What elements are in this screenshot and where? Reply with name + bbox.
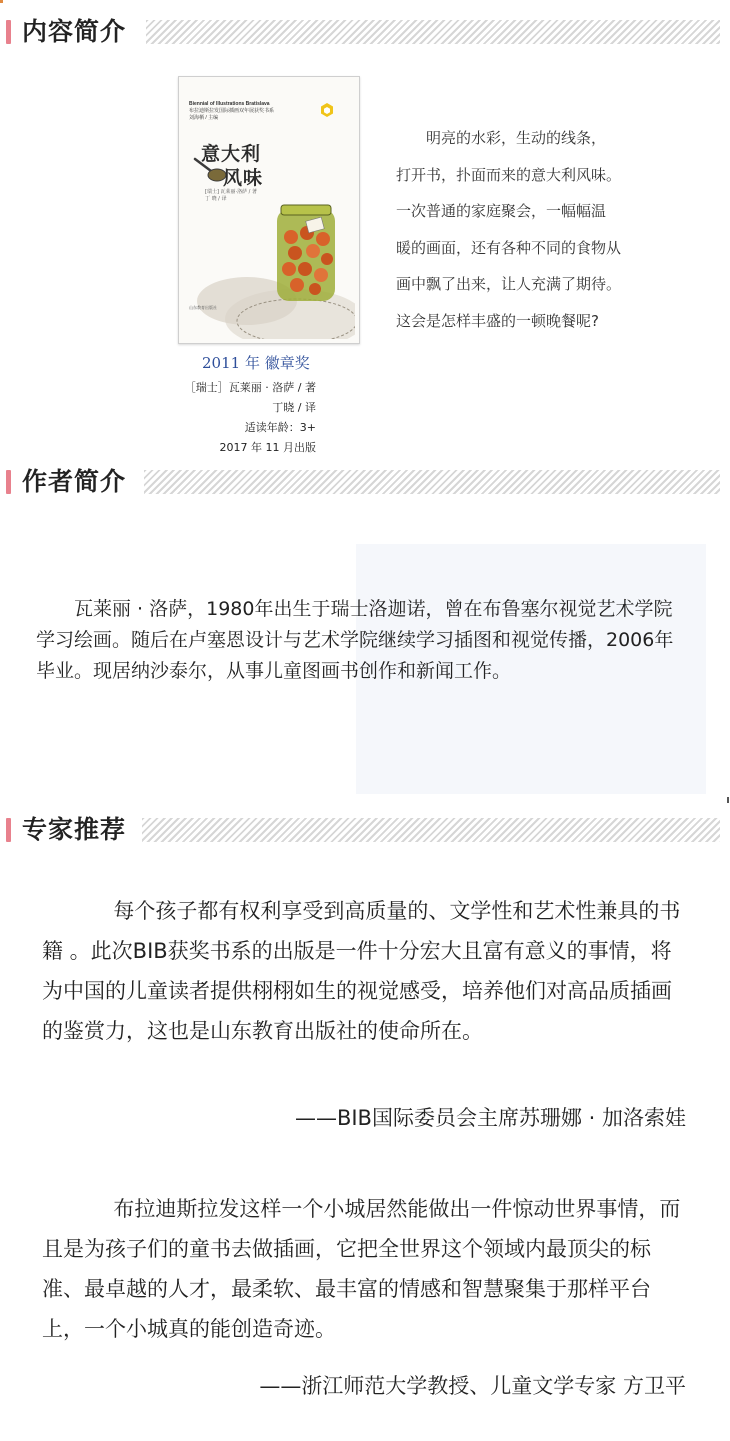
corner-mark (0, 0, 3, 3)
quote-source: ——BIB国际委员会主席苏珊娜 · 加洛索娃 (294, 1106, 686, 1130)
section-header-intro (0, 14, 730, 50)
book-author: ［瑞士］瓦莱丽 · 洛萨 / 著 (184, 381, 316, 394)
cover-title-line1: 意大利 (201, 143, 262, 165)
hatch-divider (146, 20, 720, 44)
book-age: 适读年龄：3+ (244, 421, 316, 434)
cover-title-line2: 风味 (223, 167, 264, 189)
intro-line: 暖的画面，还有各种不同的食物从 (396, 238, 622, 257)
author-bio: 瓦莱丽 · 洛萨，1980年出生于瑞士洛迦诺，曾在布鲁塞尔视觉艺术学院学习绘画。随后在卢塞恩设计与艺术学院继续学习插图和视觉传播，2006年毕业。现居纳沙泰尔，从事儿童图画书创作和新闻工作。 (36, 598, 674, 682)
cover-publisher: 山东教育出版社 (189, 305, 217, 310)
intro-line: 画中飘了出来，让人充满了期待。 (396, 275, 622, 293)
intro-line: 打开书，扑面而来的意大利风味。 (396, 165, 622, 184)
accent-bar (6, 20, 11, 44)
expert-quote: 布拉迪斯拉发这样一个小城居然能做出一件惊动世界事情，而且是为孩子们的童书去做插画，它把全世界这个领域内最顶尖的标准、最卓越的人才，最柔软、最丰富的情感和智慧聚集于那样平台上，一个小城真的能创造奇迹。 (42, 1197, 681, 1341)
intro-line: 这会是怎样丰盛的一顿晚餐呢? (396, 311, 599, 330)
accent-bar (6, 470, 11, 494)
section-title: 作者简介 (22, 467, 127, 496)
intro-text (396, 120, 666, 339)
edge-mark (727, 797, 729, 803)
book-meta (180, 378, 316, 458)
section-header-author (0, 464, 730, 500)
section-header-expert (0, 812, 730, 848)
intro-line: 明亮的水彩，生动的线条， (396, 129, 607, 147)
pickle-jar-illustration (187, 189, 355, 339)
bib-logo-icon (321, 103, 333, 117)
cover-series-text: Biennial of Illustrations Bratislava 布拉迪斯拉发国际插画双年展获奖书系 刘海栖 / 主编 (189, 101, 275, 121)
cover-author-text: [瑞士] 瓦莱丽·洛萨 / 著 丁 晓 / 译 (205, 189, 257, 202)
award-label: 2011 年 徽章奖 (202, 354, 310, 372)
quote-source: ——浙江师范大学教授、儿童文学专家 方卫平 (259, 1374, 686, 1398)
book-translator: 丁晓 / 译 (272, 401, 316, 414)
accent-bar (6, 818, 11, 842)
section-title: 内容简介 (22, 17, 127, 46)
section-title: 专家推荐 (22, 815, 127, 844)
hatch-divider (142, 818, 720, 842)
expert-quote: 每个孩子都有权利享受到高质量的、文学性和艺术性兼具的书籍 。此次BIB获奖书系的出版是一件十分宏大且富有意义的事情，将为中国的儿童读者提供栩栩如生的视觉感受，培养他们对高品质插画的鉴赏力，这也是山东教育出版社的使命所在。 (42, 899, 681, 1043)
book-cover (178, 76, 360, 344)
book-published: 2017 年 11 月出版 (219, 441, 316, 454)
hatch-divider (144, 470, 720, 494)
intro-line: 一次普通的家庭聚会，一幅幅温 (396, 202, 607, 220)
